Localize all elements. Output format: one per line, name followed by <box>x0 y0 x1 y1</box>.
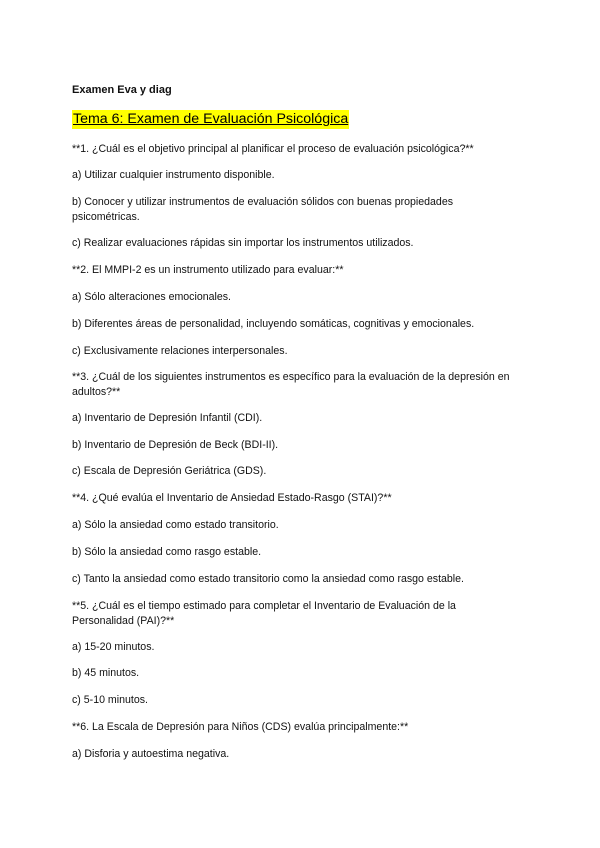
question-5: **5. ¿Cuál es el tiempo estimado para completar el Inventario de Evaluación de la Personalidad (PAI)?** <box>72 600 456 627</box>
option-1b: b) Conocer y utilizar instrumentos de evaluación sólidos con buenas propiedades psicométricas. <box>72 196 454 223</box>
option-4c: c) Tanto la ansiedad como estado transitorio como la ansiedad como rasgo estable. <box>72 573 464 585</box>
question-4: **4. ¿Qué evalúa el Inventario de Ansiedad Estado-Rasgo (STAI)?** <box>72 492 392 504</box>
option-5a: a) 15-20 minutos. <box>72 641 155 653</box>
option-5b: b) 45 minutos. <box>72 667 140 679</box>
option-1c: c) Realizar evaluaciones rápidas sin importar los instrumentos utilizados. <box>72 237 414 249</box>
option-2b: b) Diferentes áreas de personalidad, incluyendo somáticas, cognitivas y emocionales. <box>72 318 475 330</box>
option-3a: a) Inventario de Depresión Infantil (CDI). <box>72 412 263 424</box>
option-1a: a) Utilizar cualquier instrumento disponible. <box>72 169 275 181</box>
question-2: **2. El MMPI-2 es un instrumento utilizado para evaluar:** <box>72 264 344 276</box>
option-4a: a) Sólo la ansiedad como estado transitorio. <box>72 519 279 531</box>
question-3: **3. ¿Cuál de los siguientes instrumentos es específico para la evaluación de la depresión en adultos?** <box>72 371 510 398</box>
option-4b: b) Sólo la ansiedad como rasgo estable. <box>72 546 262 558</box>
question-1: **1. ¿Cuál es el objetivo principal al planificar el proceso de evaluación psicológica?** <box>72 143 474 155</box>
option-2a: a) Sólo alteraciones emocionales. <box>72 291 231 303</box>
document-title: Examen Eva y diag <box>72 84 172 96</box>
option-2c: c) Exclusivamente relaciones interpersonales. <box>72 345 288 357</box>
option-3b: b) Inventario de Depresión de Beck (BDI-II). <box>72 439 279 451</box>
option-5c: c) 5-10 minutos. <box>72 694 148 706</box>
section-heading: Tema 6: Examen de Evaluación Psicológica <box>73 111 349 127</box>
question-6: **6. La Escala de Depresión para Niños (CDS) evalúa principalmente:** <box>72 721 409 733</box>
option-6a: a) Disforia y autoestima negativa. <box>72 748 230 760</box>
option-3c: c) Escala de Depresión Geriátrica (GDS). <box>72 465 267 477</box>
